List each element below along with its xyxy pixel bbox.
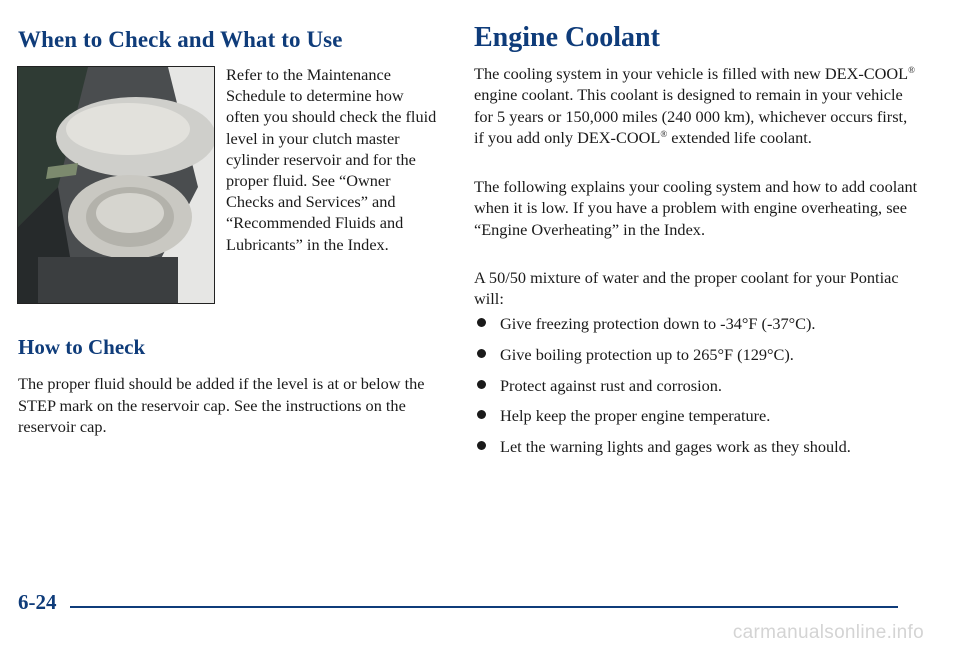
- list-item: [474, 436, 920, 457]
- coolant-benefits-list: [474, 313, 920, 467]
- reservoir-photo: [17, 66, 215, 304]
- registered-mark: ®: [908, 65, 915, 75]
- registered-mark: ®: [660, 128, 668, 139]
- coolant-p1-text-a: The cooling system in your vehicle is filled with new DEX-COOL: [474, 64, 909, 83]
- footer-divider: [70, 606, 898, 608]
- coolant-paragraph-2: The following explains your cooling system and how to add coolant when it is low. If you have a problem with engine overheating, see “Engine Overheating” in the Index.: [474, 177, 918, 239]
- list-item-text: Give freezing protection down to -34°F (-37°C).: [500, 314, 816, 333]
- bullet-icon: [477, 349, 486, 358]
- list-item-text: Give boiling protection up to 265°F (129°C).: [500, 344, 794, 364]
- coolant-paragraph-3: A 50/50 mixture of water and the proper coolant for your Pontiac will:: [474, 268, 899, 309]
- coolant-p1-text-c: extended life coolant.: [667, 127, 812, 147]
- section-heading-engine-coolant: Engine Coolant: [474, 22, 660, 53]
- watermark: carmanualsonline.info: [732, 622, 924, 643]
- section-heading-when-to-check: When to Check and What to Use: [18, 27, 343, 52]
- list-item-text: Let the warning lights and gages work as they should.: [500, 437, 851, 457]
- section-heading-how-to-check: How to Check: [18, 335, 146, 359]
- coolant-p1-text-b: engine coolant. This coolant is designed to remain in your vehicle for 5 years or 150,000 miles (240 000 km), whichever occurs first, if you add only DEX-COOL: [474, 85, 908, 147]
- list-item-text: Protect against rust and corrosion.: [500, 375, 723, 395]
- bullet-icon: [477, 380, 486, 389]
- page-number: 6-24: [18, 590, 57, 614]
- bullet-icon: [477, 441, 486, 450]
- list-item: [474, 405, 920, 426]
- coolant-paragraph-1: [474, 63, 920, 148]
- bullet-icon: [477, 318, 486, 327]
- list-item: [474, 313, 920, 334]
- intro-paragraph: Refer to the Maintenance Schedule to determine how often you should check the fluid level in your clutch master cylinder reservoir and for the proper fluid. See “Owner Checks and Services” and “Recommended Fluids and Lubricants” in the Index.: [226, 65, 437, 254]
- reservoir-photo-illustration: [18, 67, 214, 303]
- list-item: [474, 375, 920, 396]
- how-to-check-paragraph: The proper fluid should be added if the level is at or below the STEP mark on the reservoir cap. See the instructions on the reservoir cap.: [18, 374, 425, 436]
- list-item-text: Help keep the proper engine temperature.: [500, 406, 771, 426]
- list-item: [474, 344, 920, 365]
- bullet-icon: [477, 410, 486, 419]
